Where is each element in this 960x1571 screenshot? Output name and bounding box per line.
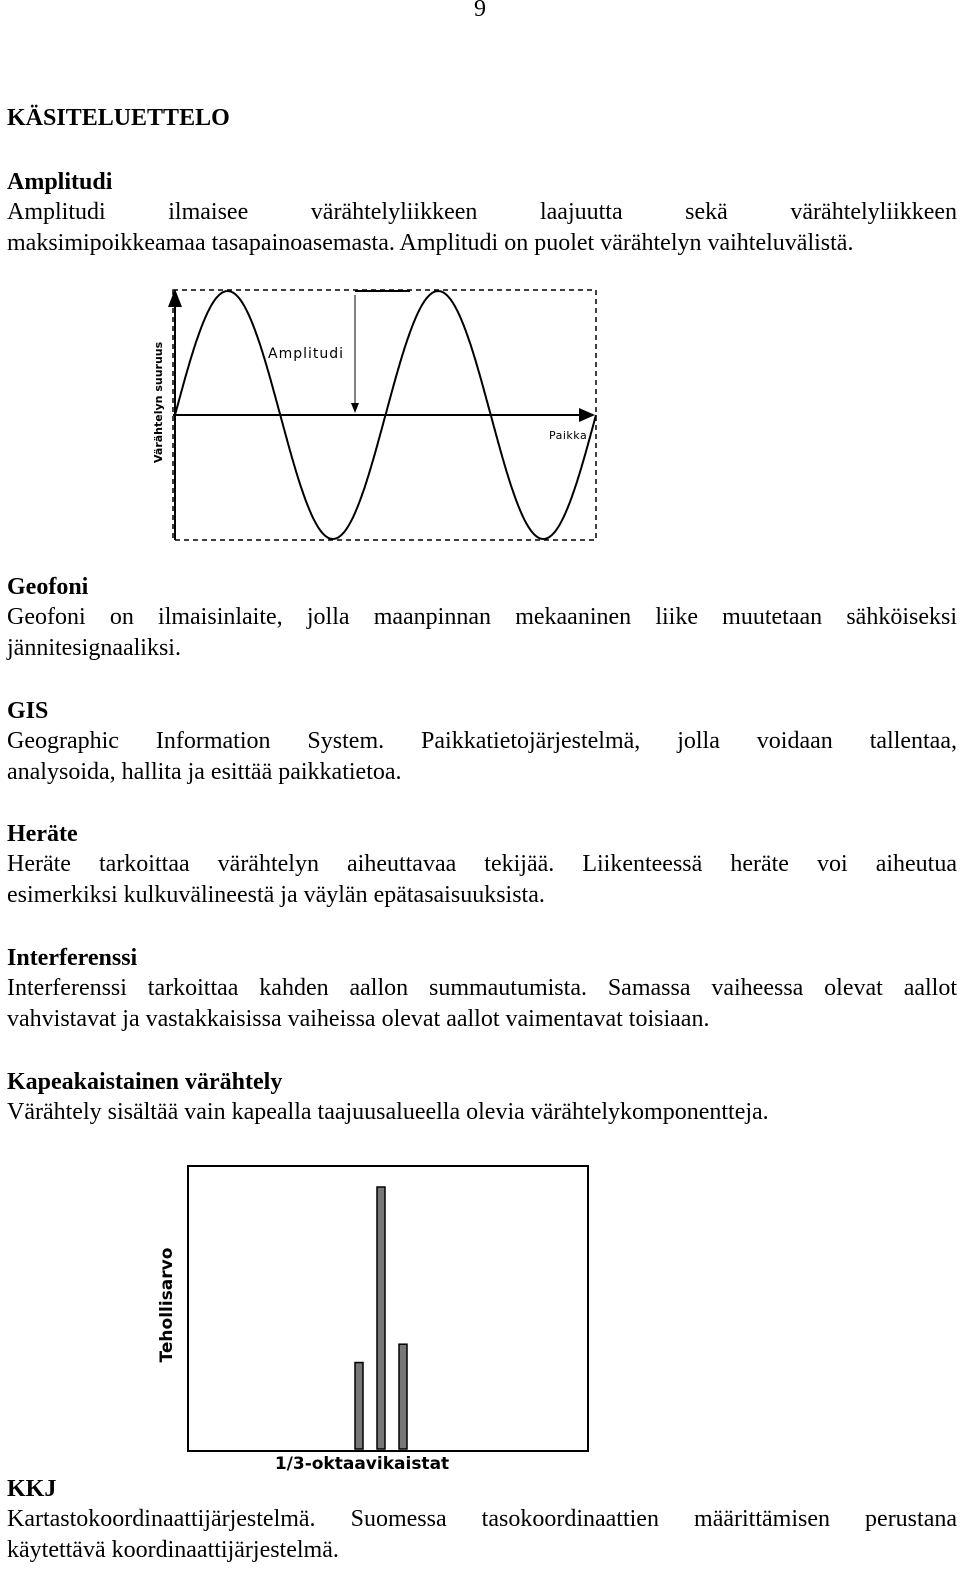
definition-herate [7,849,957,911]
amplitude-arrow-icon [351,403,359,413]
term-amplitudi: Amplitudi [7,169,113,195]
definition-amplitudi [7,197,957,259]
y-axis-label: Tehollisarvo [157,1247,177,1363]
definition-line: maksimipoikkeamaa tasapainoasemasta. Amplitudi on puolet värähtelyn vaihteluvälistä. [7,230,854,256]
definition-line: esimerkiksi kulkuvälineestä ja väylän epätasaisuuksista. [7,882,545,908]
amplitude-wave-figure [145,285,605,545]
definition-line: Geofoni on ilmaisinlaite, jolla maanpinnan mekaaninen liike muutetaan sähköiseksi [7,604,957,630]
x-axis-arrow-icon [579,408,595,422]
amplitude-label: Amplitudi [268,346,345,362]
x-axis-label: Paikka [549,429,588,442]
x-axis-label: 1/3-oktaavikaistat [274,1454,450,1474]
definition-kapeakaistainen [7,1097,957,1128]
chart-bar [377,1187,385,1449]
definition-line: Interferenssi tarkoittaa kahden aallon summautumista. Samassa vaiheessa olevat aallot [7,975,957,1001]
definition-line: analysoida, hallita ja esittää paikkatietoa. [7,759,402,785]
octave-band-chart [140,1160,600,1480]
definition-line: Värähtely sisältää vain kapealla taajuusalueella olevia värähtelykomponentteja. [7,1099,769,1125]
chart-frame [188,1166,588,1451]
section-title: KÄSITELUETTELO [7,105,230,131]
term-kapeakaistainen: Kapeakaistainen värähtely [7,1069,283,1095]
definition-line: vahvistavat ja vastakkaisissa vaiheissa olevat aallot vaimentavat toisiaan. [7,1006,710,1032]
term-kkj: KKJ [7,1476,57,1502]
definition-line: Amplitudi ilmaisee värähtelyliikkeen laajuutta sekä värähtelyliikkeen [7,199,957,225]
definition-geofoni [7,602,957,664]
definition-line: Kartastokoordinaattijärjestelmä. Suomessa tasokoordinaattien määrittämisen perustana [7,1506,957,1532]
definition-kkj [7,1504,957,1566]
definition-line: käytettävä koordinaattijärjestelmä. [7,1537,339,1563]
definition-line: jännitesignaaliksi. [7,635,181,661]
chart-bar [355,1363,363,1449]
term-herate: Heräte [7,821,78,847]
definition-interferenssi [7,973,957,1035]
y-axis-label: Värähtelyn suuruus [152,341,165,463]
y-axis-arrow-icon [168,289,182,307]
chart-bar [399,1344,407,1449]
term-gis: GIS [7,698,49,724]
term-geofoni: Geofoni [7,574,89,600]
definition-gis [7,726,957,788]
definition-line: Geographic Information System. Paikkatietojärjestelmä, jolla voidaan tallentaa, [7,728,957,754]
page-number: 9 [474,0,486,22]
term-interferenssi: Interferenssi [7,945,138,971]
definition-line: Heräte tarkoittaa värähtelyn aiheuttavaa tekijää. Liikenteessä heräte voi aiheutua [7,851,957,877]
